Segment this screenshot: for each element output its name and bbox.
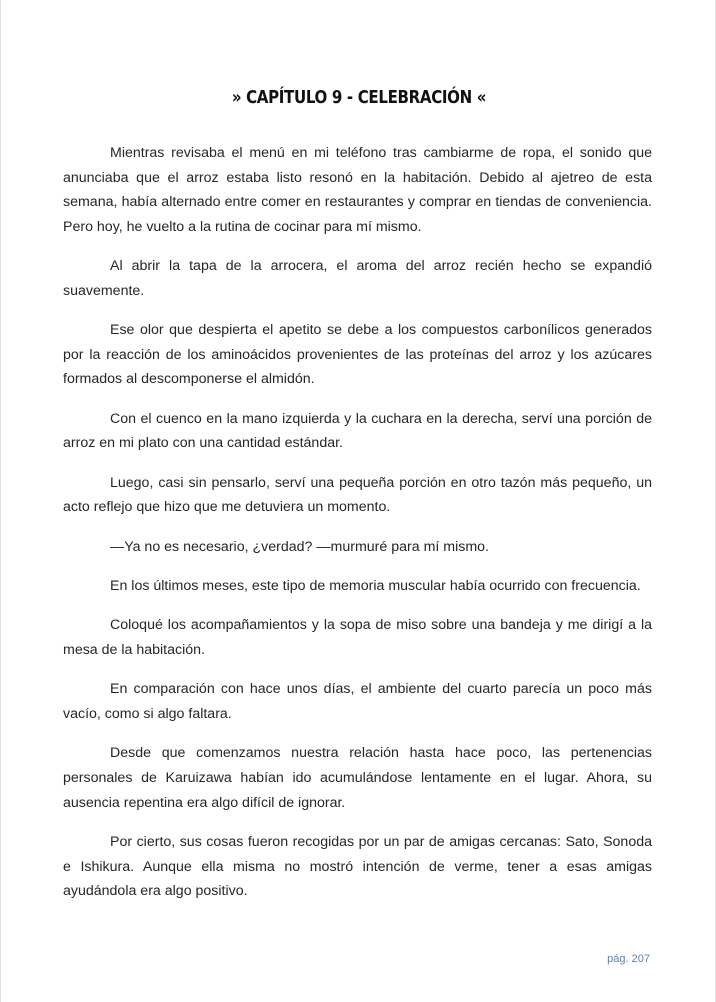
paragraph: Luego, casi sin pensarlo, serví una pequeña porción en otro tazón más pequeño, un acto reflejo que hizo que me detuviera un momento. [63,474,652,516]
paragraph: Ese olor que despierta el apetito se debe a los compuestos carbonílicos generados por la reacción de los aminoácidos provenientes de las proteínas del arroz y los azúcares formados al descomponerse el almidón. [63,322,652,388]
paragraph: Al abrir la tapa de la arrocera, el aroma del arroz recién hecho se expandió suavemente. [63,258,652,299]
paragraph: Por cierto, sus cosas fueron recogidas por un par de amigas cercanas: Sato, Sonoda e Ishikura. Aunque ella misma no mostró intención de verme, tener a esas amigas ayudándola era algo positivo. [63,834,652,900]
paragraph: Desde que comenzamos nuestra relación hasta hace poco, las pertenencias personales de Karuizawa habían ido acumulándose lentamente en el lugar. Ahora, su ausencia repentina era algo difícil de ignorar. [63,745,652,811]
paragraph: Con el cuenco en la mano izquierda y la cuchara en la derecha, serví una porción de arroz en mi plato con una cantidad estándar. [63,410,652,452]
paragraph: Mientras revisaba el menú en mi teléfono tras cambiarme de ropa, el sonido que anunciaba que el arroz estaba listo resonó en la habitación. Debido al ajetreo de esta semana, había alternado entre comer en restaurantes y comprar en tiendas de conveniencia. Pero hoy, he vuelto a la rutina de cocinar para mí mismo. [63,145,652,235]
paragraph: —Ya no es necesario, ¿verdad? —murmuré para mí mismo. [110,538,489,555]
chapter-body [63,141,652,919]
paragraph: Coloqué los acompañamientos y la sopa de miso sobre una bandeja y me dirigí a la mesa de la habitación. [63,617,652,659]
paragraph: En los últimos meses, este tipo de memoria muscular había ocurrido con frecuencia. [110,578,641,595]
chapter-title: » CAPÍTULO 9 - CELEBRACIÓN « [231,88,487,108]
paragraph: En comparación con hace unos días, el ambiente del cuarto parecía un poco más vacío, como si algo faltara. [63,681,652,723]
page-number: pág. 207 [607,953,650,965]
